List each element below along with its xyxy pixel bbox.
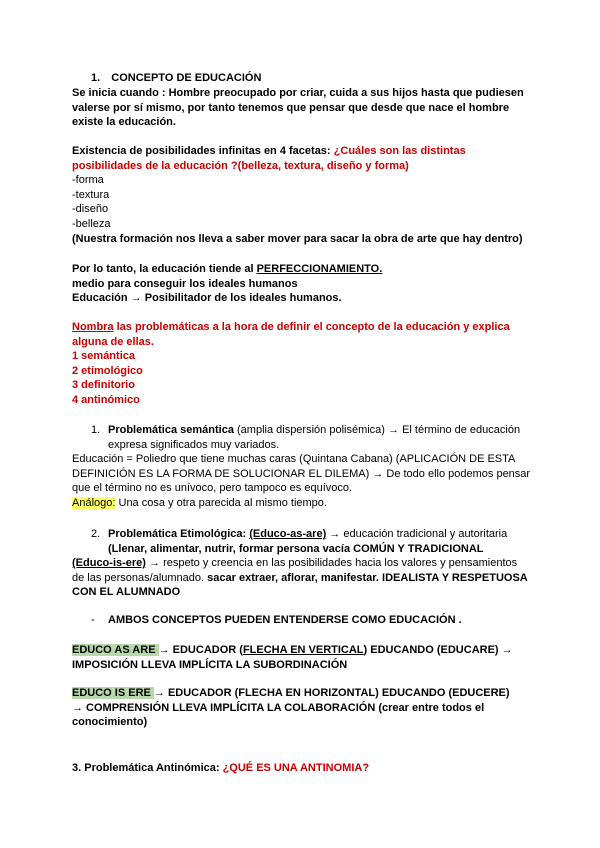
- analogo-label: Análogo:: [72, 497, 116, 509]
- intro-paragraph: Se inicia cuando : Hombre preocupado por criar, cuida a sus hijos hasta que pudiesen valerse por sí mismo, por tanto tenemos que pensar que desde que nace el hombre existe la educación.: [72, 87, 524, 129]
- perfection-prefix: Por lo tanto, la educación tiende al: [72, 263, 257, 275]
- problem-item: 2 etimológico: [72, 364, 143, 377]
- problems-question-text: las problemáticas a la hora de definir el concepto de la educación y explica alguna de ellas.: [72, 321, 510, 348]
- heading-number: 1.: [91, 72, 101, 84]
- etimologica-para-rest: → respeto y creencia en las posibilidades hacia los valores y pensamientos de las personas/alumnado.: [72, 557, 518, 584]
- etimologica-para-bold: sacar extraer, aflorar, manifestar. IDEALISTA Y RESPETUOSA CON EL ALUMNADO: [72, 571, 528, 599]
- etimologica-line1-rest: → educación tradicional y autoritaria: [326, 528, 508, 540]
- perfection-block: [72, 262, 532, 306]
- semantica-line1: (amplia dispersión polisémica) → El término de educación: [233, 424, 521, 436]
- problem-item: 3 definitorio: [72, 379, 135, 392]
- analogo-line: [72, 496, 532, 511]
- etimologica-term2: (Educo-is-ere): [72, 557, 146, 569]
- etimologica-title: Problemática Etimológica:: [108, 528, 247, 540]
- semantica-title: Problemática semántica: [108, 424, 234, 436]
- facets-question: ¿Cuáles son las distintas posibilidades de la educación ?(belleza, textura, diseño y forma): [72, 145, 466, 172]
- educo-as-are-part2: ) EDUCANDO (EDUCARE) →: [363, 644, 513, 656]
- nombra-keyword: Nombra: [72, 321, 114, 333]
- perfection-term: PERFECCIONAMIENTO.: [256, 263, 383, 275]
- educo-is-ere-line2-rest: (crear entre todos el conocimiento): [72, 701, 485, 729]
- etimologica-term1: (Educo-as-are): [249, 528, 327, 540]
- semantica-paragraph: Educación = Poliedro que tiene muchas caras (Quintana Cabana) (APLICACIÓN DE ESTA DEFINICIÓN ES LA FORMA DE SOLUCIONAR EL DILEMA) → De todo ello podemos pensar que el término no es unívoco, pero tampoco es equívoco.: [72, 453, 531, 495]
- heading-title: CONCEPTO DE EDUCACIÓN: [111, 72, 262, 84]
- bullet-dash: -: [91, 614, 95, 626]
- etimologica-item: [108, 527, 538, 556]
- educo-is-ere-line2: → COMPRENSIÓN LLEVA IMPLÍCITA LA COLABORACIÓN: [72, 701, 376, 714]
- etimologica-paragraph: [72, 556, 532, 600]
- problem-item: 1 semántica: [72, 350, 135, 363]
- analogo-text: Una cosa y otra parecida al mismo tiempo.: [115, 497, 327, 509]
- educo-is-ere-block: [72, 686, 532, 730]
- section-heading: [91, 71, 261, 86]
- facets-block: [72, 144, 532, 246]
- antinomica-line: [72, 761, 532, 776]
- facets-lead: Existencia de posibilidades infinitas en 4 facetas:: [72, 145, 334, 157]
- facet-item: -diseño: [72, 203, 109, 216]
- semantica-item: [108, 423, 533, 452]
- list-number: 1.: [91, 424, 101, 436]
- flecha-vertical: FLECHA EN VERTICAL: [242, 644, 364, 656]
- problem-item: 4 antinómico: [72, 393, 140, 406]
- educo-as-are-label: EDUCO AS ARE: [72, 644, 159, 656]
- perfection-line3: Educación → Posibilitador de los ideales humanos.: [72, 292, 342, 305]
- facet-item: -belleza: [72, 217, 111, 230]
- educo-as-are-part1: → EDUCADOR (: [158, 644, 243, 656]
- facet-item: -textura: [72, 188, 110, 201]
- etimologica-line2: (Llenar, alimentar, nutrir, formar persona vacía COMÚN Y TRADICIONAL: [108, 542, 484, 555]
- educo-is-ere-label: EDUCO IS ERE: [72, 687, 154, 699]
- semantica-line2: expresa significados muy variados.: [108, 438, 280, 451]
- antinomica-question: ¿QUÉ ES UNA ANTINOMIA?: [222, 762, 370, 774]
- perfection-line2: medio para conseguir los ideales humanos: [72, 277, 298, 290]
- educo-as-are-line2: IMPOSICIÓN LLEVA IMPLÍCITA LA SUBORDINACIÓN: [72, 658, 348, 671]
- facets-note: (Nuestra formación nos lleva a saber mover para sacar la obra de arte que hay dentro): [72, 232, 523, 245]
- educo-as-are-block: [72, 643, 532, 672]
- facet-item: -forma: [72, 174, 104, 187]
- problems-question-block: [72, 320, 532, 408]
- list-number: 2.: [91, 528, 101, 540]
- antinomica-prefix: 3. Problemática Antinómica:: [72, 762, 223, 774]
- educo-is-ere-part1: → EDUCADOR (FLECHA EN HORIZONTAL) EDUCANDO (EDUCERE): [153, 687, 510, 699]
- ambos-line: AMBOS CONCEPTOS PUEDEN ENTENDERSE COMO EDUCACIÓN .: [108, 614, 462, 626]
